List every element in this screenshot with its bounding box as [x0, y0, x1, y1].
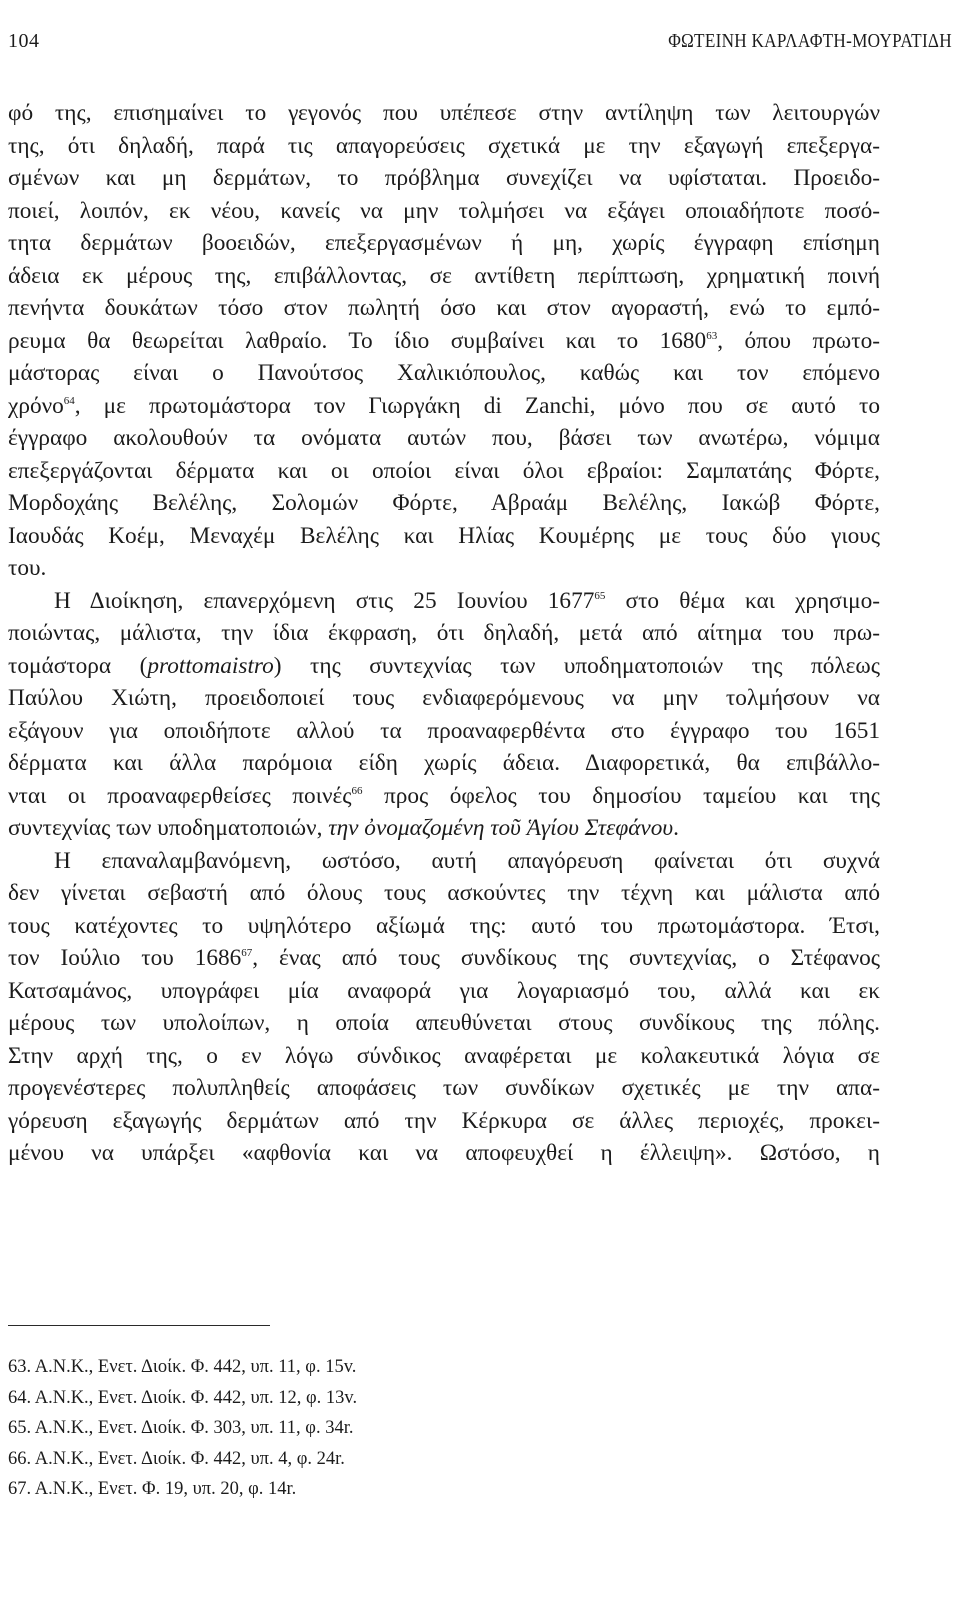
- line-text: Κατσαμάνος, υπογράφει μία αναφορά για λογαριασμό του, αλλά και εκ: [8, 977, 880, 1004]
- text-line: [8, 1137, 880, 1170]
- italic-term: prottomaistro: [147, 652, 274, 679]
- text-line: [8, 942, 880, 975]
- footnote-ref: 66: [351, 784, 363, 797]
- text-line: [8, 195, 880, 228]
- footnote-ref: 65: [594, 589, 606, 602]
- text-line: [8, 390, 880, 423]
- text-line: [8, 682, 880, 715]
- body-text: [8, 97, 880, 1170]
- text-line: [8, 260, 880, 293]
- line-text: Η Διοίκηση, επανερχόμενη στις 25 Ιουνίου 1677: [54, 587, 595, 614]
- running-head: ΦΩΤΕΙΝΗ ΚΑΡΛΑΦΤΗ-ΜΟΥΡΑΤΙΔΗ: [668, 30, 952, 52]
- line-text: Παύλου Χιώτη, προειδοποιεί τους ενδιαφερόμενους να μην τολμήσουν να: [8, 685, 880, 711]
- line-text: Η επαναλαμβανόμενη, ωστόσο, αυτή απαγόρευση φαίνεται ότι συχνά: [54, 847, 880, 874]
- text-line: [8, 357, 880, 390]
- text-line: [8, 325, 880, 358]
- text-line: [8, 747, 880, 780]
- text-line: [8, 812, 880, 845]
- text-line: [8, 97, 880, 130]
- line-text-after: στο θέμα και χρησιμο-: [605, 587, 880, 614]
- text-line: [8, 715, 880, 748]
- text-line: [8, 1105, 880, 1138]
- line-text: σμένων και μη δερμάτων, το πρόβλημα συνεχίζει να υφίσταται. Προειδο-: [8, 165, 880, 191]
- line-text: γόρευση εξαγωγής δερμάτων από την Κέρκυρα σε άλλες περιοχές, προκει-: [8, 1107, 880, 1134]
- text-line: [8, 292, 880, 325]
- text-line: [8, 162, 880, 195]
- text-line: [8, 845, 880, 878]
- line-text: πενήντα δουκάτων τόσο στον πωλητή όσο και στον αγοραστή, ενώ το εμπό-: [8, 295, 880, 321]
- line-text: τητα δερμάτων βοοειδών, επεξεργασμένων ή μη, χωρίς έγγραφη επίσημη: [8, 230, 880, 256]
- footnote: 67. Α.Ν.Κ., Ενετ. Φ. 19, υπ. 20, φ. 14r.: [8, 1479, 297, 1500]
- footnote: 63. Α.Ν.Κ., Ενετ. Διοίκ. Φ. 442, υπ. 11, φ. 15v.: [8, 1357, 357, 1377]
- text-line: [8, 455, 880, 488]
- line-text: Ιαουδάς Κοέμ, Μεναχέμ Βελέλης και Ηλίας Κουμέρης με τους δύο γιους: [8, 522, 880, 549]
- line-text-after: , με πρωτομάστορα τον Γιωργάκη di Zanchi, μόνο που σε αυτό το: [74, 392, 880, 419]
- footnote: 66. Α.Ν.Κ., Ενετ. Διοίκ. Φ. 442, υπ. 4, φ. 24r.: [8, 1448, 345, 1469]
- italic-term: την ὀνομαζομένη τοῦ Ἁγίου Στεφάνου: [328, 815, 674, 841]
- text-line: [8, 1007, 880, 1040]
- text-line: [8, 585, 880, 618]
- line-text: Μορδοχάης Βελέλης, Σολομών Φόρτε, Αβραάμ Βελέλης, Ιακώβ Φόρτε,: [8, 490, 880, 516]
- line-text: άδεια εκ μέρους της, επιβάλλοντας, σε αντίθετη περίπτωση, χρηματική ποινή: [8, 262, 880, 289]
- line-text-after: .: [673, 815, 679, 841]
- text-line: [8, 910, 880, 943]
- text-line: [8, 130, 880, 163]
- text-line: [8, 1072, 880, 1105]
- footnotes: [8, 1352, 808, 1505]
- line-text: τομάστορα (: [8, 652, 148, 679]
- line-text: συντεχνίας των υποδηματοποιών,: [8, 815, 329, 841]
- line-text: ρευμα θα θεωρείται λαθραίο. Το ίδιο συμβαίνει και το 1680: [8, 327, 707, 354]
- text-line: [8, 617, 880, 650]
- text-line: [8, 1040, 880, 1073]
- line-text: δεν γίνεται σεβαστή από όλους τους ασκούντες την τέχνη και μάλιστα από: [8, 880, 880, 906]
- line-text-after: , ένας από τους συνδίκους της συντεχνίας, ο Στέφανος: [252, 945, 880, 971]
- line-text: ποιώντας, μάλιστα, την ίδια έκφραση, ότι δηλαδή, μετά από αίτημα του πρω-: [8, 620, 880, 646]
- footnote-rule: [8, 1325, 270, 1326]
- line-text: χρόνο: [8, 392, 64, 419]
- text-line: [8, 877, 880, 910]
- footnote: 65. Α.Ν.Κ., Ενετ. Διοίκ. Φ. 303, υπ. 11, φ. 34r.: [8, 1418, 354, 1439]
- line-text-after: ) της συντεχνίας των υποδηματοποιών της πόλεως: [273, 652, 880, 679]
- text-line: [8, 975, 880, 1008]
- line-text: εξάγουν για οποιδήποτε αλλού τα προαναφερθέντα στο έγγραφο του 1651: [8, 717, 880, 744]
- line-text-after: , όπου πρωτο-: [717, 327, 880, 354]
- line-text: τον Ιούλιο του 1686: [8, 945, 242, 971]
- line-text: προγενέστερες πολυπληθείς αποφάσεις των συνδίκων σχετικές με την απα-: [8, 1075, 880, 1101]
- page-header: [8, 30, 952, 70]
- text-line: [8, 422, 880, 455]
- text-line: [8, 552, 880, 585]
- line-text: Στην αρχή της, ο εν λόγω σύνδικος αναφέρεται με κολακευτικά λόγια σε: [8, 1042, 880, 1069]
- line-text: νται οι προαναφερθείσες ποινές: [8, 782, 352, 809]
- footnote: 64. Α.Ν.Κ., Ενετ. Διοίκ. Φ. 442, υπ. 12, φ. 13v.: [8, 1387, 358, 1408]
- text-line: [8, 780, 880, 813]
- line-text: επεξεργάζονται δέρματα και οι οποίοι είναι όλοι εβραίοι: Σαμπατάης Φόρτε,: [8, 457, 880, 484]
- text-line: [8, 227, 880, 260]
- line-text: έγγραφο ακολουθούν τα ονόματα αυτών που, βάσει των ανωτέρω, νόμιμα: [8, 425, 880, 451]
- line-text: του.: [8, 555, 47, 581]
- text-line: [8, 520, 880, 553]
- text-line: [8, 487, 880, 520]
- text-line: [8, 650, 880, 683]
- footnote-ref: 63: [706, 329, 718, 342]
- line-text: της, ότι δηλαδή, παρά τις απαγορεύσεις σχετικά με την εξαγωγή επεξεργα-: [8, 132, 880, 159]
- line-text: φό της, επισημαίνει το γεγονός που υπέπεσε στην αντίληψη των λειτουργών: [8, 100, 880, 126]
- line-text: ποιεί, λοιπόν, εκ νέου, κανείς να μην τολμήσει να εξάγει οποιαδήποτε ποσό-: [8, 197, 880, 224]
- line-text-after: προς όφελος του δημοσίου ταμείου και της: [362, 782, 880, 809]
- line-text: δέρματα και άλλα παρόμοια είδη χωρίς άδεια. Διαφορετικά, θα επιβάλλο-: [8, 750, 880, 776]
- footnote-ref: 64: [63, 394, 75, 407]
- page-number: 104: [8, 30, 40, 52]
- line-text: μέρους των υπολοίπων, η οποία απευθύνεται στους συνδίκους της πόλης.: [8, 1010, 880, 1036]
- line-text: μένου να υπάρξει «αφθονία και να αποφευχθεί η έλλειψη». Ωστόσο, η: [8, 1140, 880, 1166]
- footnote-ref: 67: [241, 947, 253, 960]
- line-text: τους κατέχοντες το υψηλότερο αξίωμά της: αυτό του πρωτομάστορα. Έτσι,: [8, 912, 880, 939]
- line-text: μάστορας είναι ο Πανούτσος Χαλικιόπουλος, καθώς και τον επόμενο: [8, 360, 880, 386]
